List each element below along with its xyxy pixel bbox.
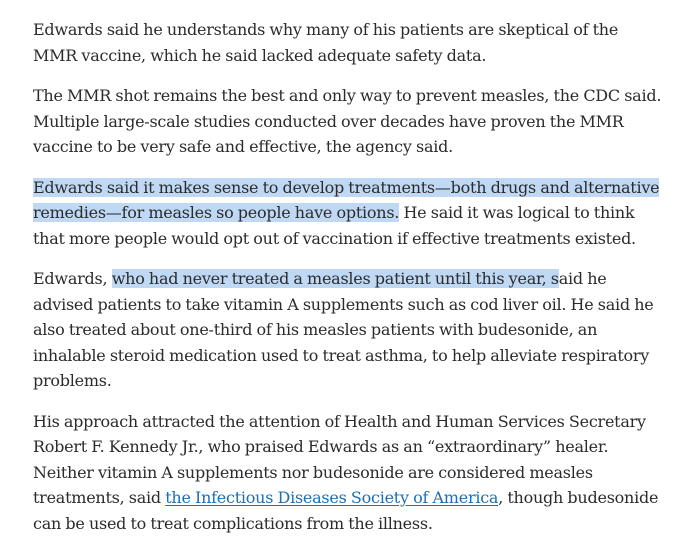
highlighted-text-selection: Edwards said it makes sense to develop treatments—both drugs and alternative remedies—for measles so people have options. — [33, 178, 659, 223]
paragraph-1 — [33, 17, 663, 68]
paragraph-3 — [33, 175, 663, 252]
paragraph-4-text: aid he advised patients to take vitamin A supplements such as cod liver oil. He said he also treated about one-third of his measles patients with budesonide, an inhalable steroid medication used to treat asthma, to help alleviate respiratory problems. — [33, 269, 653, 390]
paragraph-5-tail: , though budesonide can be used to treat complications from the illness. — [33, 488, 658, 533]
paragraph-2-text: The MMR shot remains the best and only way to prevent measles, the CDC said. Multiple large-scale studies conducted over decades have proven the MMR vaccine to be very safe and effective, the agency said. — [33, 86, 661, 156]
paragraph-2 — [33, 83, 663, 160]
paragraph-5 — [33, 409, 663, 536]
paragraph-4 — [33, 266, 663, 394]
paragraph-3-text: He said it was logical to think that more people would opt out of vaccination if effective treatments existed. — [33, 203, 636, 248]
paragraph-1-text: Edwards said he understands why many of his patients are skeptical of the MMR vaccine, which he said lacked adequate safety data. — [33, 20, 618, 65]
paragraph-4-lead: Edwards, — [33, 269, 112, 288]
highlighted-text-selection: who had never treated a measles patient until this year, s — [112, 269, 559, 288]
paragraph-5-text: His approach attracted the attention of Health and Human Services Secretary Robert F. Kennedy Jr., who praised Edwards as an “extraordinary” healer. Neither vitamin A supplements nor budesonide are considered measles treatments, said — [33, 412, 646, 508]
idsa-link[interactable]: the Infectious Diseases Society of America — [165, 488, 498, 507]
